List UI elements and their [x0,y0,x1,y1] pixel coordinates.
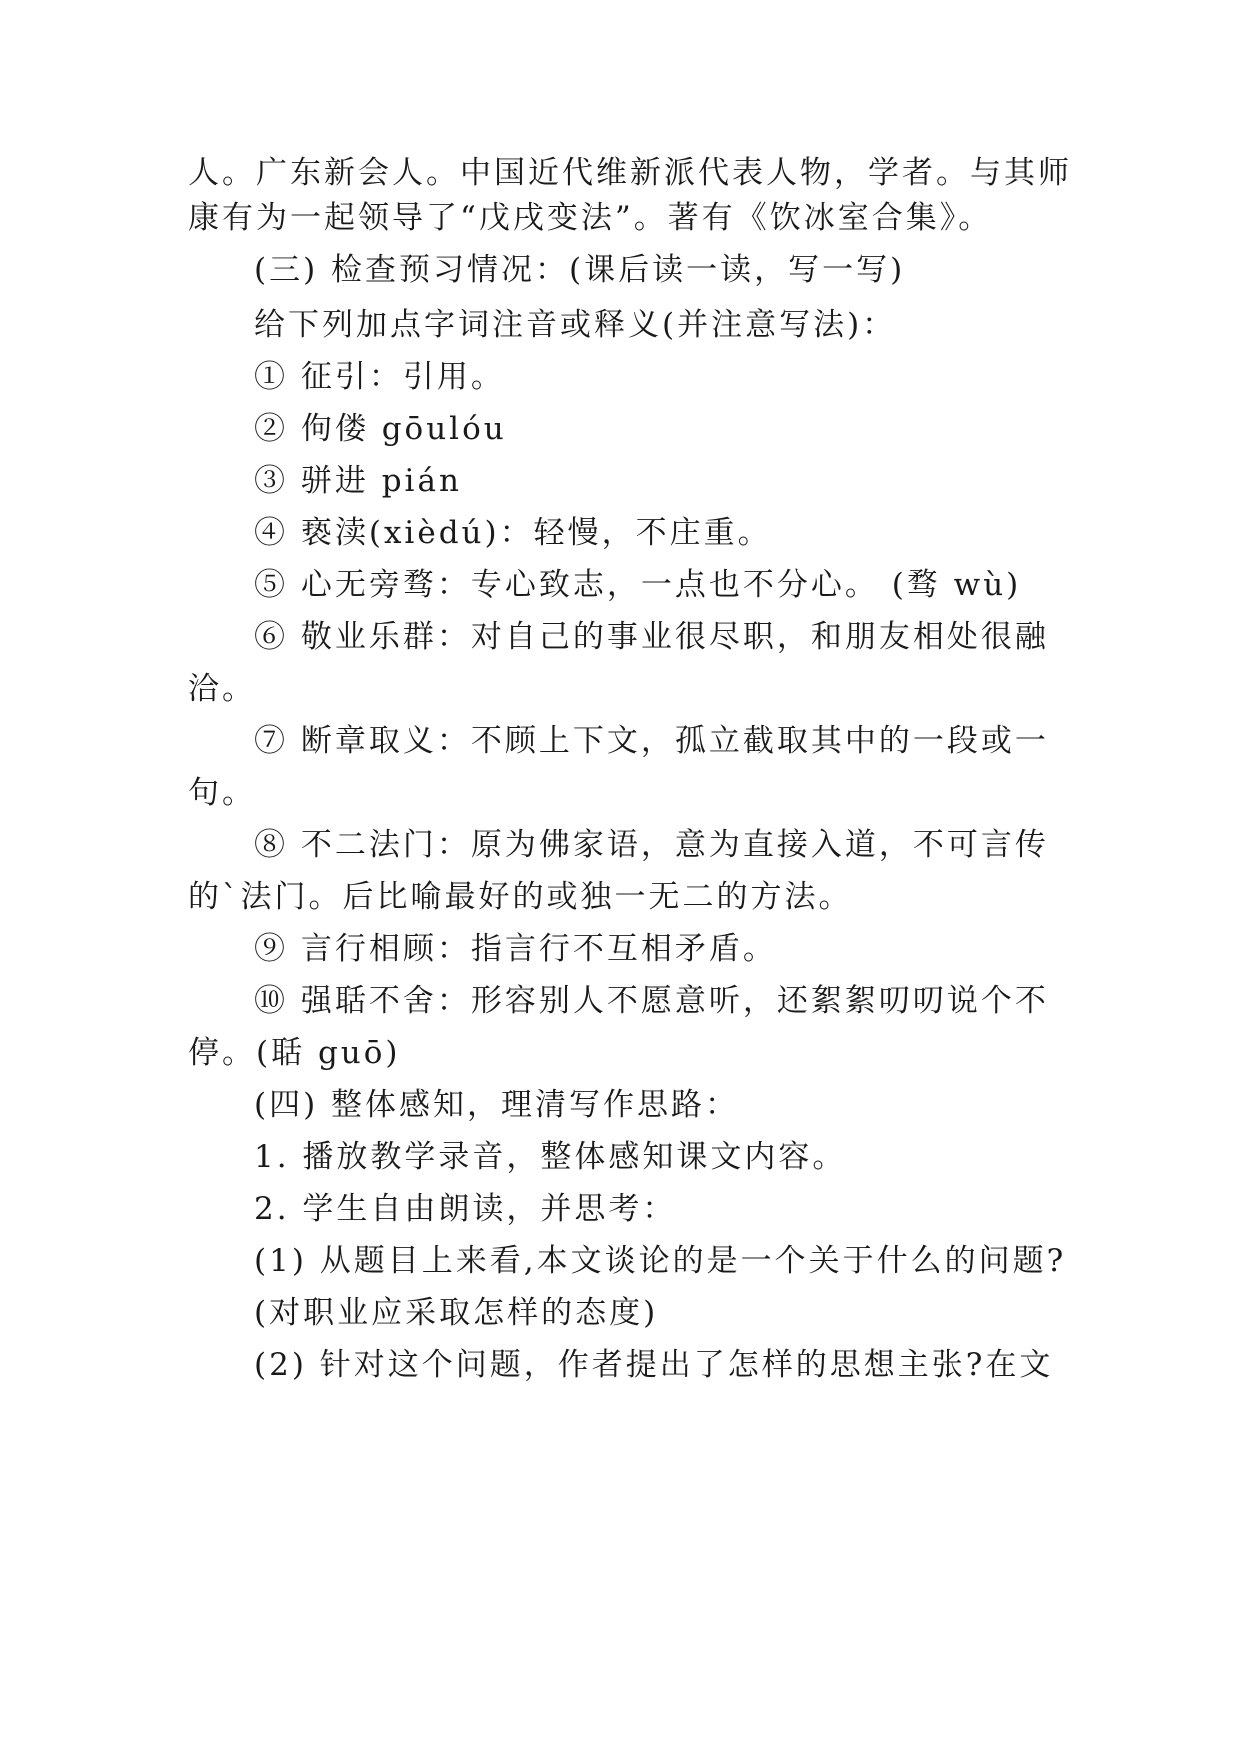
list-item: ⑧ 不二法门：原为佛家语，意为直接入道，不可言传 [254,827,1049,863]
list-item: ③ 骈进 pián [254,463,462,499]
text-line: 给下列加点字词注音或释义(并注意写法)： [254,307,897,343]
list-item: ⑥ 敬业乐群：对自己的事业很尽职，和朋友相处很融 [254,619,1049,655]
section-heading: (四) 整体感知，理清写作思路： [254,1087,740,1123]
text-line: (对职业应采取怎样的态度) [254,1295,659,1331]
text-line: 洽。 [188,671,256,707]
text-line: 句。 [188,775,256,811]
text-line: 停。(聒 guō) [188,1035,401,1071]
list-item: 1. 播放教学录音，整体感知课文内容。 [254,1139,847,1175]
text-line: 的`法门。后比喻最好的或独一无二的方法。 [188,879,853,915]
list-item: ① 征引：引用。 [254,359,505,395]
list-item: ⑩ 强聒不舍：形容别人不愿意听，还絮絮叨叨说个不 [254,983,1049,1019]
list-item: (2) 针对这个问题，作者提出了怎样的思想主张?在文 [254,1347,1054,1383]
list-item: 2. 学生自由朗读，并思考： [254,1191,677,1227]
text-line: 康有为一起领导了“戊戌变法”。著有《饮冰室合集》。 [188,200,993,236]
list-item: ② 佝偻 gōulóu [254,411,507,447]
list-item: ⑦ 断章取义：不顾上下文，孤立截取其中的一段或一 [254,723,1049,759]
list-item: ⑨ 言行相顾：指言行不互相矛盾。 [254,931,777,967]
section-heading: (三) 检查预习情况：(课后读一读，写一写) [254,252,906,288]
list-item: ⑤ 心无旁骛：专心致志，一点也不分心。 (骛 wù) [254,567,1022,603]
text-line: 人。广东新会人。中国近代维新派代表人物，学者。与其师 [188,155,1072,191]
list-item: (1) 从题目上来看,本文谈论的是一个关于什么的问题? [254,1243,1067,1279]
list-item: ④ 亵渎(xièdú)：轻慢，不庄重。 [254,515,772,551]
